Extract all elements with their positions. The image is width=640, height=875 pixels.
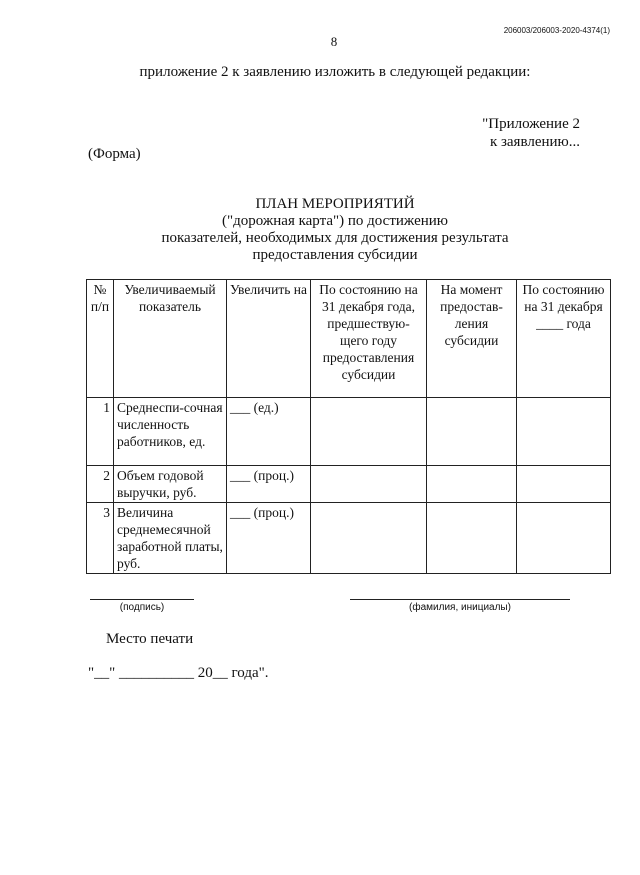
row-cell-empty (427, 503, 517, 574)
row-indicator: Среднеспи-сочная численность работников, ед. (114, 398, 227, 466)
row-number: 1 (87, 398, 114, 466)
table-row (87, 503, 611, 574)
date-line: "__" __________ 20__ года". (88, 665, 269, 681)
row-increase: ___ (проц.) (227, 503, 311, 574)
header-cell-number: № п/п (87, 280, 114, 398)
signature-line (90, 599, 194, 600)
table-row (87, 398, 611, 466)
header-cell-prev-year: По состоянию на 31 декабря года, предшествую-щего году предоставления субсидии (311, 280, 427, 398)
header-cell-subsidy-moment: На момент предостав-ления субсидии (427, 280, 517, 398)
row-increase: ___ (проц.) (227, 466, 311, 503)
appendix-line-1: "Приложение 2 (482, 116, 580, 132)
row-cell-empty (427, 466, 517, 503)
stamp-place: Место печати (106, 631, 194, 647)
row-cell-empty (311, 503, 427, 574)
row-cell-empty (517, 466, 611, 503)
name-line (350, 599, 570, 600)
row-cell-empty (311, 466, 427, 503)
header-cell-target-year: По состоянию на 31 декабря ____ года (517, 280, 611, 398)
row-indicator: Величина среднемесячной заработной платы, руб. (114, 503, 227, 574)
row-cell-empty (311, 398, 427, 466)
row-cell-empty (427, 398, 517, 466)
document-id: 206003/206003-2020-4374(1) (503, 26, 610, 35)
roadmap-table (86, 279, 611, 574)
row-cell-empty (517, 503, 611, 574)
form-label: (Форма) (88, 146, 141, 162)
header-cell-increase: Увеличить на (227, 280, 311, 398)
table-row (87, 466, 611, 503)
title-line-2: ("дорожная карта") по достижению (222, 213, 448, 229)
name-label: (фамилия, инициалы) (409, 602, 511, 613)
appendix-reference (430, 115, 580, 151)
document-title (0, 196, 640, 264)
table-header-row (87, 280, 611, 398)
row-number: 2 (87, 466, 114, 503)
appendix-line-2: к заявлению... (489, 134, 580, 150)
row-number: 3 (87, 503, 114, 574)
title-line-3: показателей, необходимых для достижения результата (161, 230, 509, 246)
title-line-4: предоставления субсидии (252, 247, 418, 263)
row-cell-empty (517, 398, 611, 466)
page-number: 8 (330, 34, 338, 49)
row-indicator: Объем годовой выручки, руб. (114, 466, 227, 503)
signature-label: (подпись) (119, 602, 165, 613)
title-line-1: ПЛАН МЕРОПРИЯТИЙ (255, 196, 415, 212)
header-cell-indicator: Увеличиваемый показатель (114, 280, 227, 398)
row-increase: ___ (ед.) (227, 398, 311, 466)
intro-text: приложение 2 к заявлению изложить в следующей редакции: (139, 64, 531, 80)
